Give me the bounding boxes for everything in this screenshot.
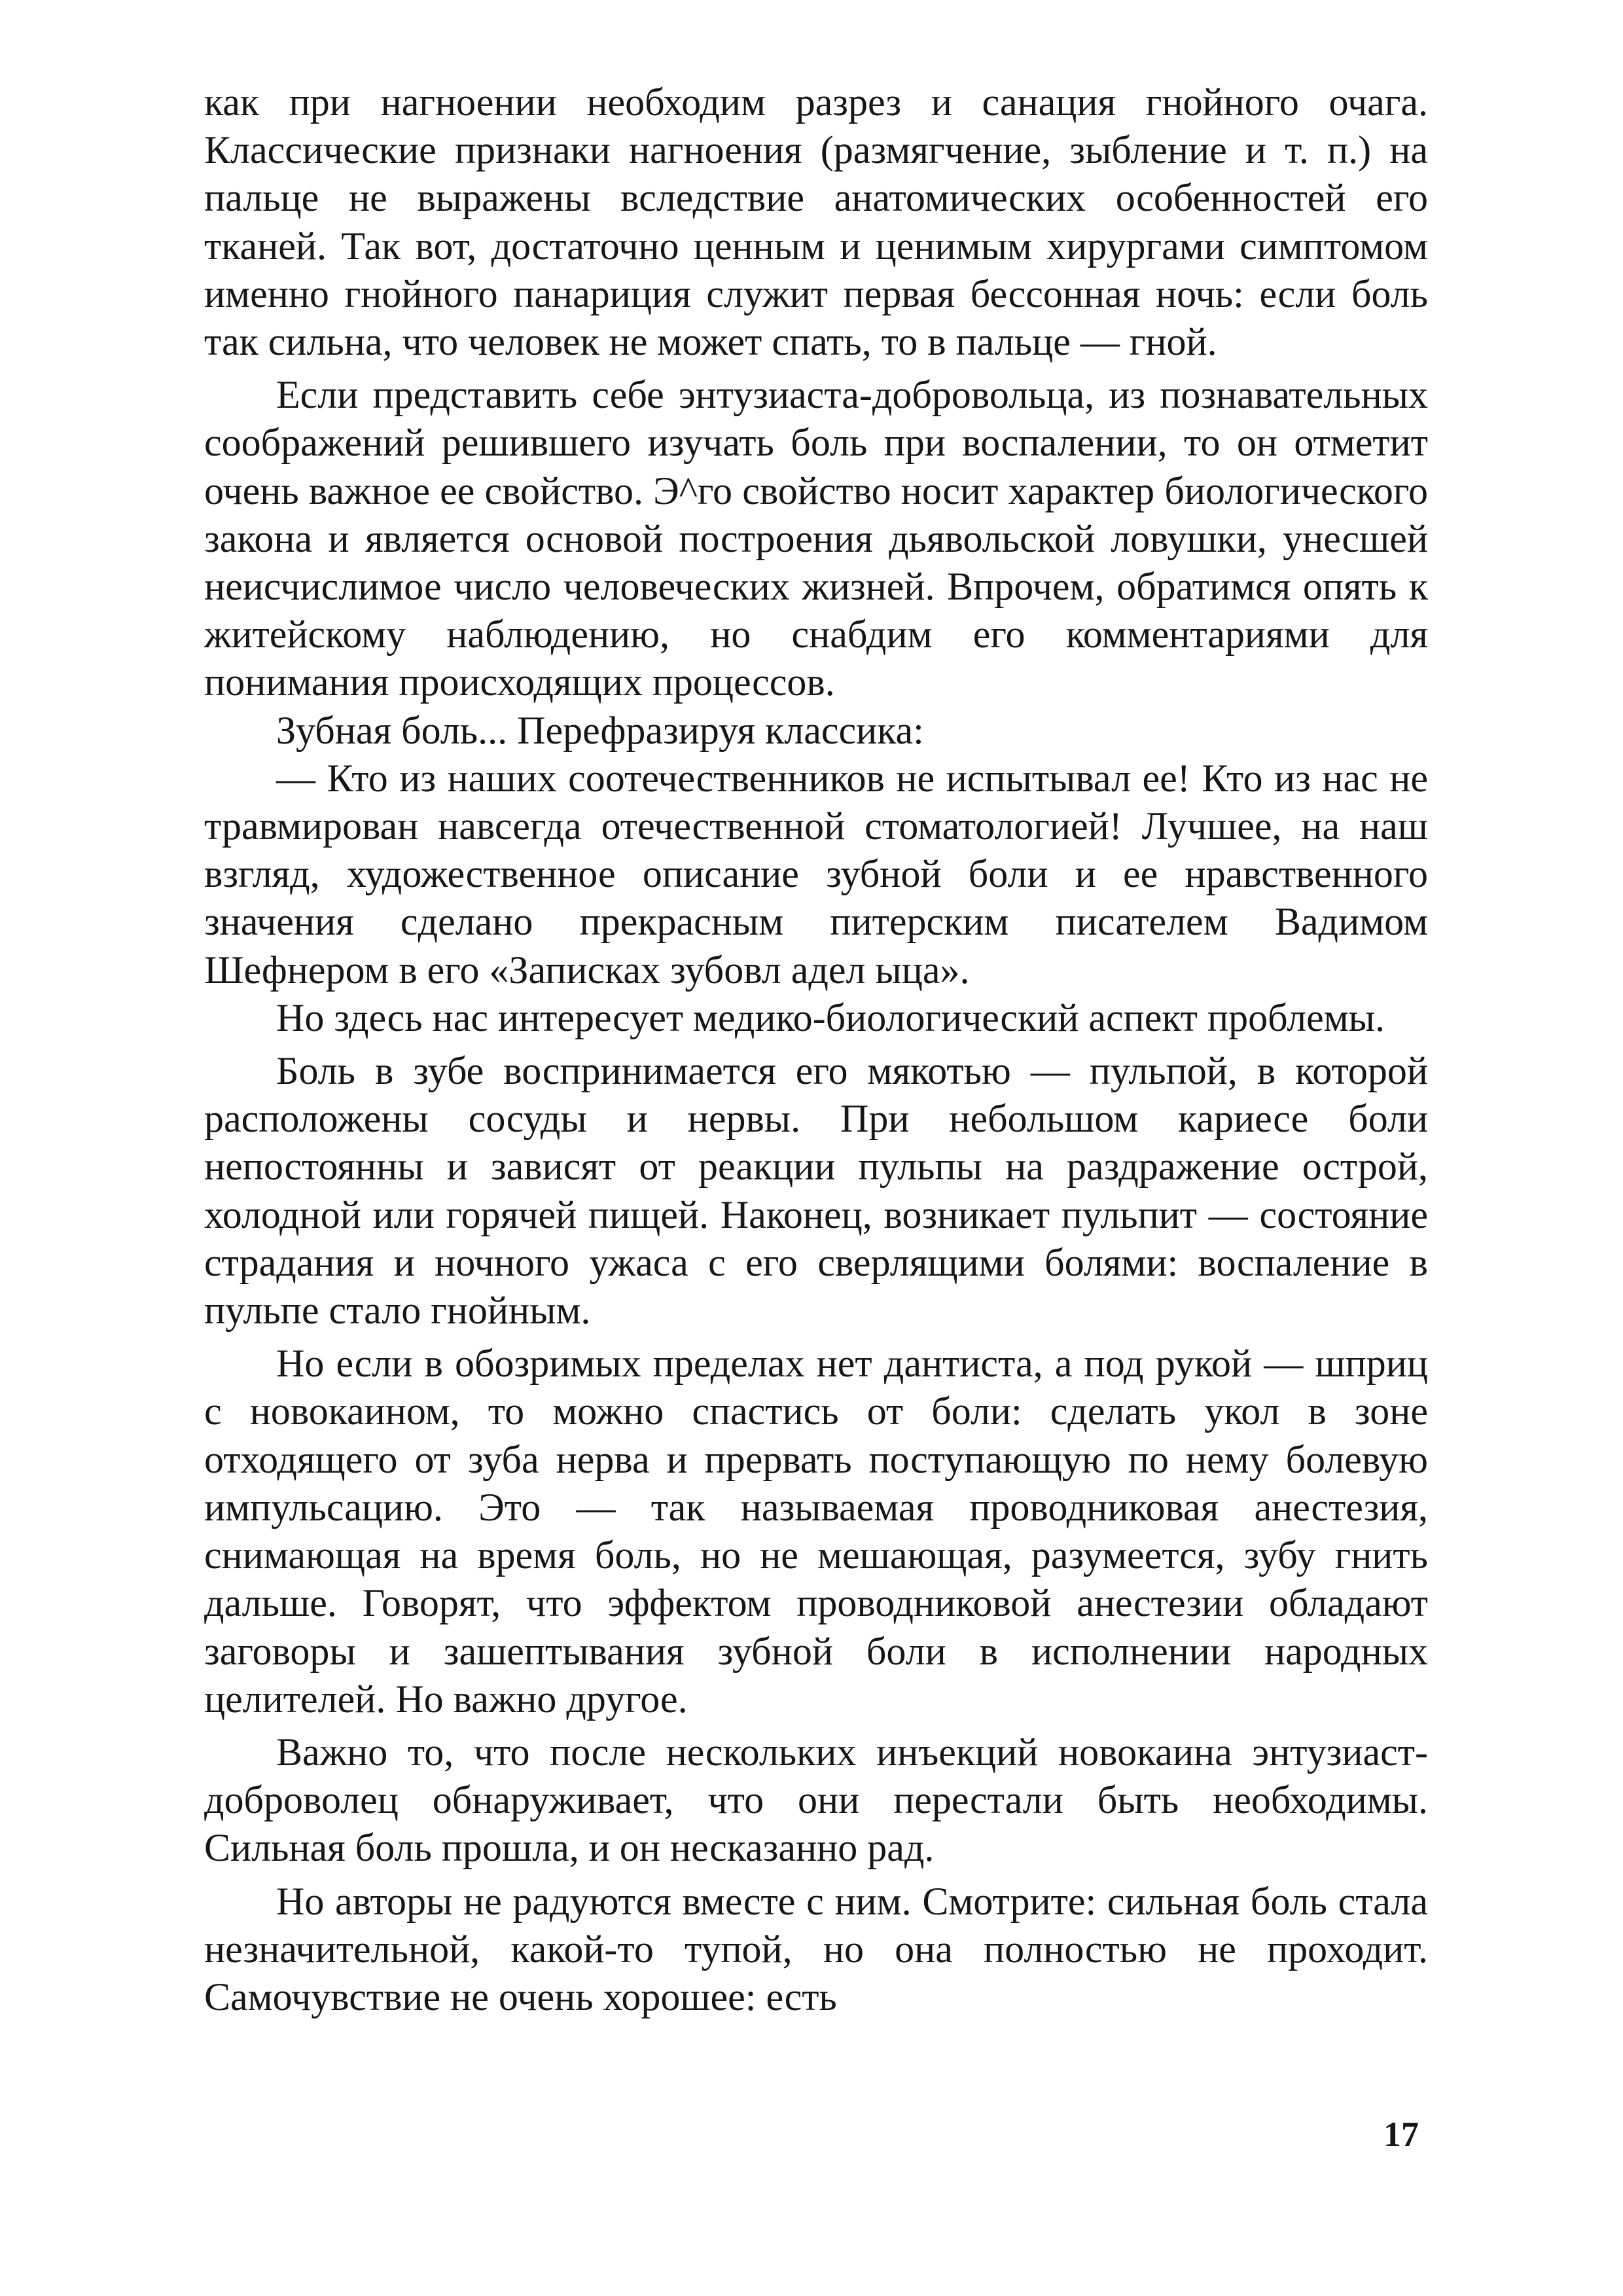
paragraph-6: Боль в зубе воспринимается его мякотью — пульпой, в которой расположены сосуды и нервы. При небольшом кариесе боли непостоянны и зависят от реакции пульпы на раздражение острой, холодной или горячей пищей. Наконец, возникает пульпит — состояние страдания и ночного ужаса с его сверлящими болями: воспаление в пульпе стало гнойным.: [204, 1049, 1428, 1333]
paragraph-3: Зубная боль... Перефразируя классика:: [276, 708, 924, 752]
paragraph-4: — Кто из наших соотечественников не испытывал ее! Кто из нас не травмирован навсегда отечественной стоматологией! Лучшее, на наш взгляд, художественное описание зубной боли и ее нравственного значения сделано прекрасным питерским писателем Вадимом Шефнером в его «Записках зубовл адел ыца».: [204, 756, 1428, 992]
paragraph-2: Если представить себе энтузиаста-добровольца, из познавательных соображений решившего изучать боль при воспалении, то он отметит очень важное ее свойство. Э^го свойство носит характер биологического закона и является основой построения дьявольской ловушки, унесшей неисчислимое число человеческих жизней. Впрочем, обратимся опять к житейскому наблюдению, но снабдим его комментариями для понимания происходящих процессов.: [204, 373, 1428, 704]
paragraph-8: Важно то, что после нескольких инъекций новокаина энтузиаст-доброволец обнаруживает, что они перестали быть необходимы. Сильная боль прошла, и он несказанно рад.: [204, 1730, 1428, 1870]
paragraph-9: Но авторы не радуются вместе с ним. Смотрите: сильная боль стала незначительной, какой-то тупой, но она полностью не проходит. Самочувствие не очень хорошее: есть: [204, 1879, 1428, 2018]
paragraph-7: Но если в обозримых пределах нет дантиста, а под рукой — шприц с новокаином, то можно спастись от боли: сделать укол в зоне отходящего от зуба нерва и прервать поступающую по нему болевую импульсацию. Это — так называемая проводниковая анестезия, снимающая на время боль, но не мешающая, разумеется, зубу гнить дальше. Говорят, что эффектом проводниковой анестезии обладают заговоры и зашептывания зубной боли в исполнении народных целителей. Но важно другое.: [204, 1342, 1428, 1721]
body-text: [204, 79, 1428, 2021]
page-number: 17: [1383, 2115, 1419, 2154]
paragraph-5: Но здесь нас интересует медико-биологический аспект проблемы.: [276, 996, 1385, 1039]
paragraph-1: как при нагноении необходим разрез и санация гнойного очага. Классические признаки нагноения (размягчение, зыбление и т. п.) на пальце не выражены вследствие анатомических особенностей его тканей. Так вот, достаточно ценным и ценимым хирургами симптомом именно гнойного панариция служит первая бессонная ночь: если боль так сильна, что человек не может спать, то в пальце — гной.: [204, 81, 1428, 364]
